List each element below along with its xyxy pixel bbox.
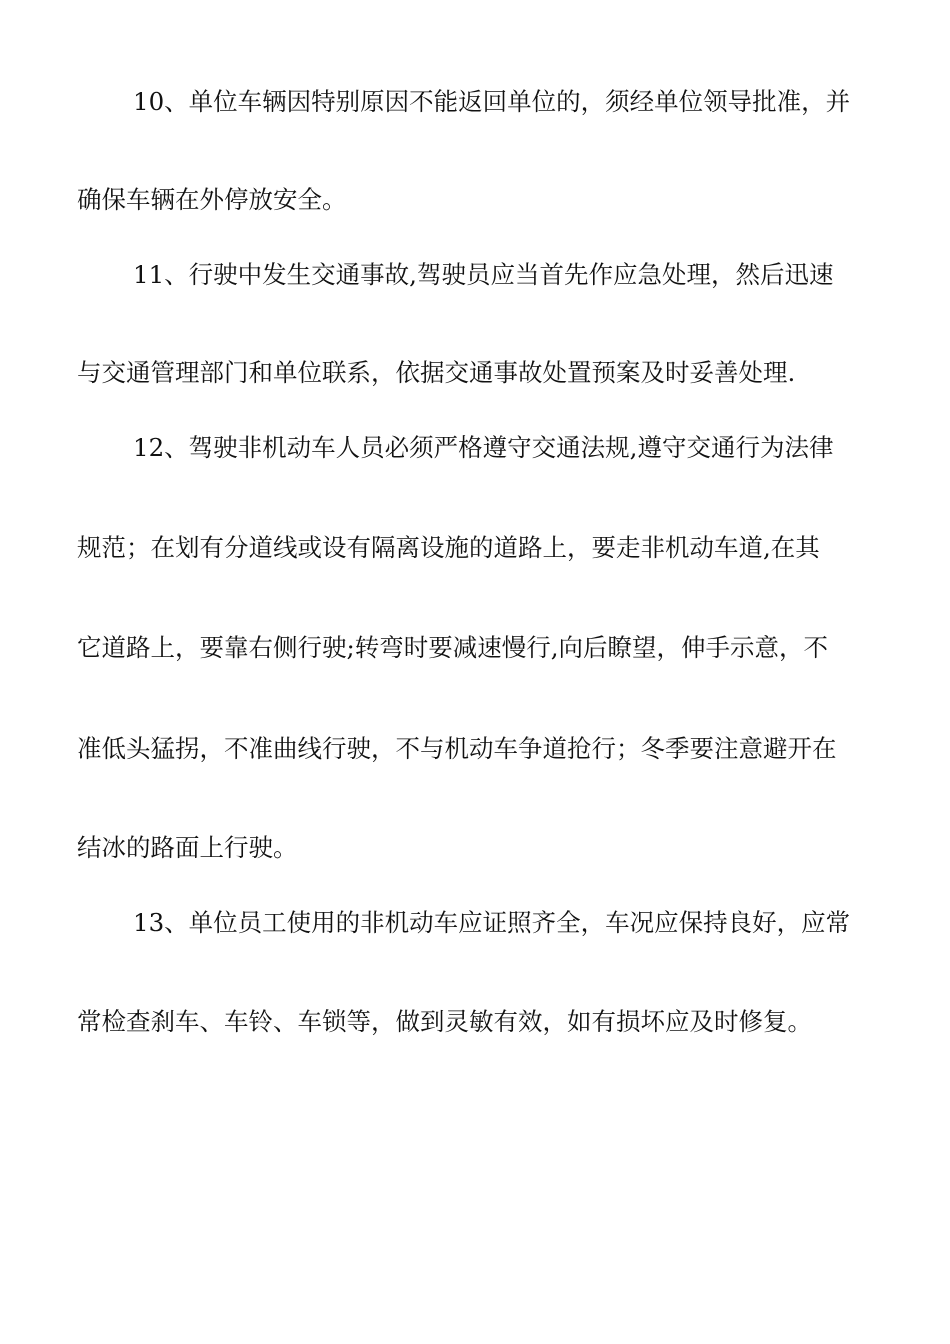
paragraph-12-line-5: 结冰的路面上行驶。 [77, 833, 298, 862]
paragraph-12-line-3: 它道路上，要靠右侧行驶;转弯时要减速慢行,向后瞭望，伸手示意，不 [77, 633, 829, 662]
paragraph-10-line-2: 确保车辆在外停放安全。 [77, 185, 347, 214]
paragraph-10-line-1: 10、单位车辆因特别原因不能返回单位的，须经单位领导批准，并 [133, 87, 851, 116]
paragraph-13-line-2: 常检查刹车、车铃、车锁等，做到灵敏有效，如有损坏应及时修复。 [77, 1007, 812, 1036]
paragraph-12-line-2: 规范；在划有分道线或设有隔离设施的道路上，要走非机动车道,在其 [77, 533, 820, 562]
paragraph-13-line-1: 13、单位员工使用的非机动车应证照齐全，车况应保持良好，应常 [133, 908, 851, 937]
paragraph-12-line-1: 12、驾驶非机动车人员必须严格遵守交通法规,遵守交通行为法律 [133, 433, 834, 462]
paragraph-11-line-2: 与交通管理部门和单位联系，依据交通事故处置预案及时妥善处理. [77, 358, 796, 387]
paragraph-12-line-4: 准低头猛拐，不准曲线行驶，不与机动车争道抢行；冬季要注意避开在 [77, 734, 837, 763]
paragraph-11-line-1: 11、行驶中发生交通事故,驾驶员应当首先作应急处理，然后迅速 [133, 260, 834, 289]
